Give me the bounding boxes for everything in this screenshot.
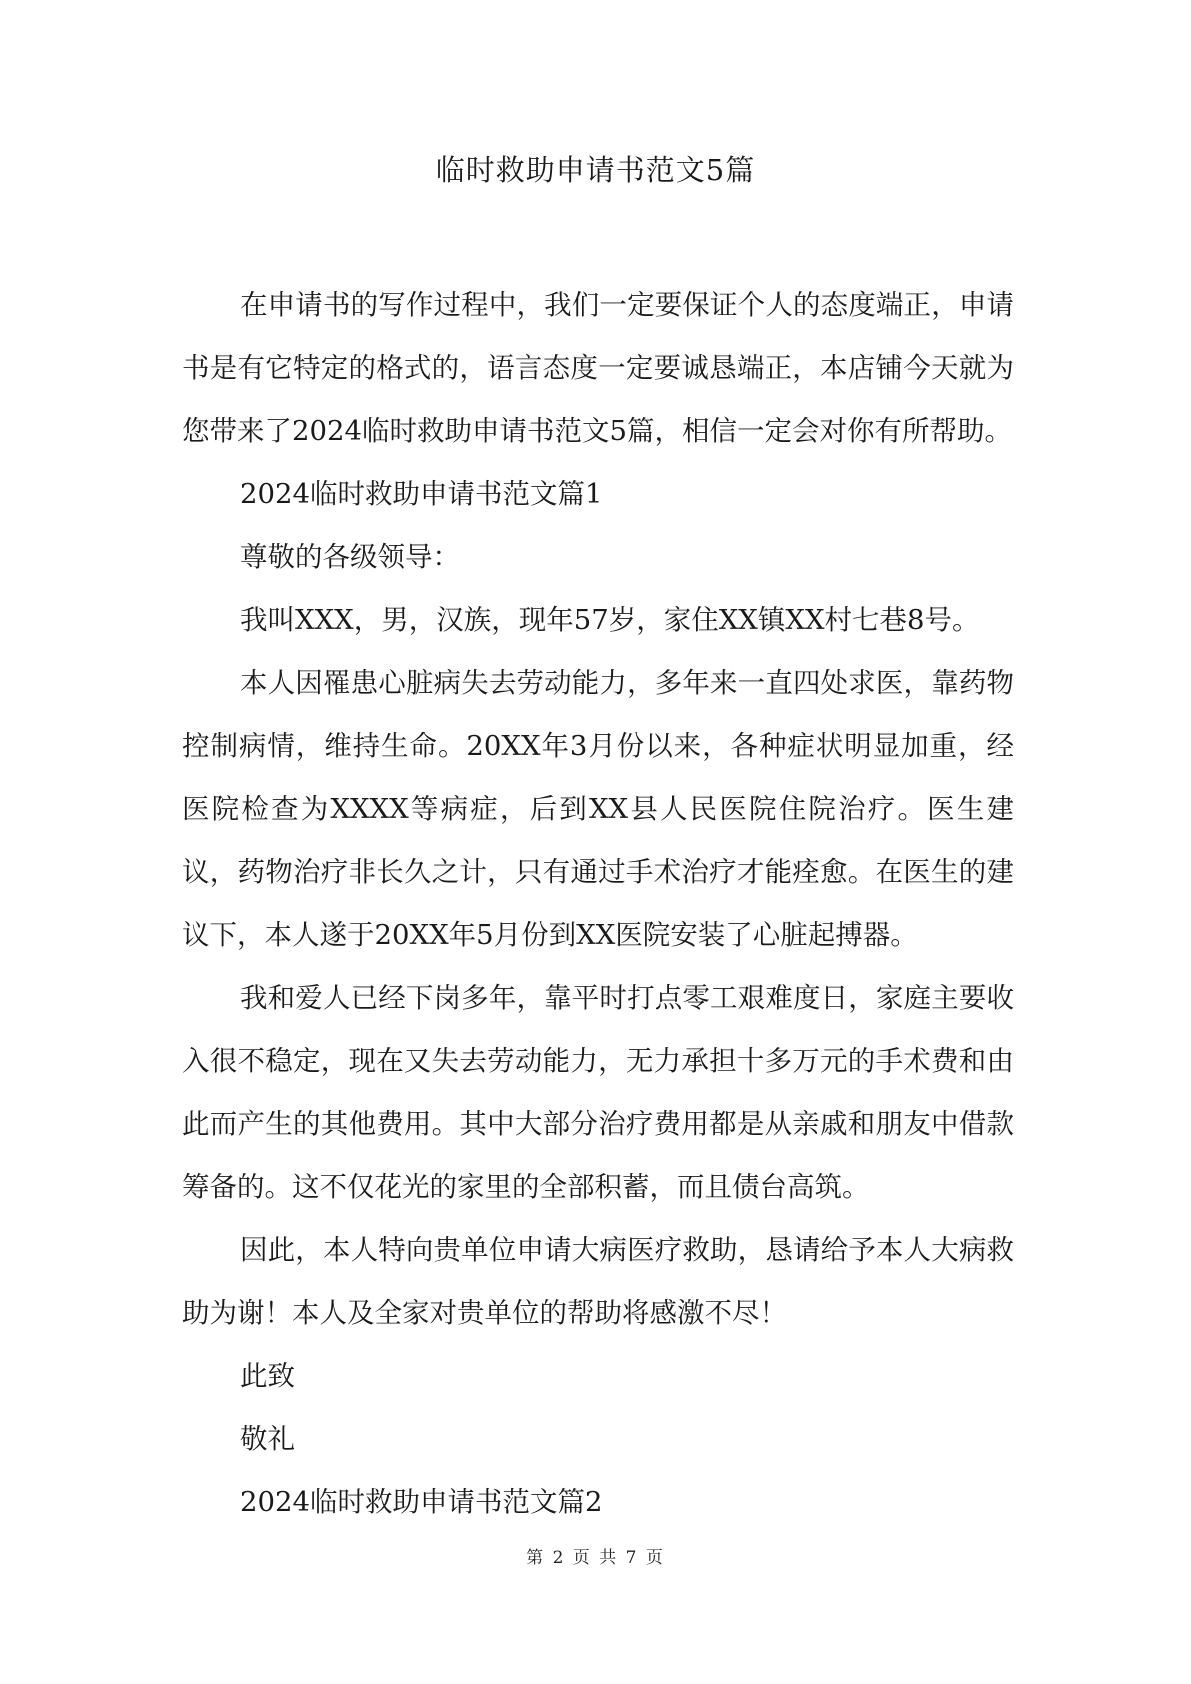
body-paragraph: 我叫XXX，男，汉族，现年57岁，家住XX镇XX村七巷8号。 [240,604,980,636]
document-title: 临时救助申请书范文5篇 [435,153,756,187]
section-heading: 2024临时救助申请书范文篇2 [240,1486,603,1518]
closing-line: 敬礼 [240,1423,295,1455]
section-heading: 2024临时救助申请书范文篇1 [240,478,603,510]
closing-line: 此致 [240,1360,295,1392]
page-footer: 第 2 页 共 7 页 [526,1548,665,1568]
body-paragraph: 本人因罹患心脏病失去劳动能力，多年来一直四处求医，靠药物控制病情，维持生命。20XX年3月份以来，各种症状明显加重，经医院检查为XXXX等病症，后到XX县人民医院住院治疗。医生建议，药物治疗非长久之计，只有通过手术治疗才能痊愈。在医生的建议下，本人遂于20XX年5月份到XX医院安装了心脏起搏器。 [182,667,1014,951]
intro-paragraph: 在申请书的写作过程中，我们一定要保证个人的态度端正，申请书是有它特定的格式的，语言态度一定要诚恳端正，本店铺今天就为您带来了2024临时救助申请书范文5篇，相信一定会对你有所帮助。 [182,289,1014,447]
body-paragraph: 因此，本人特向贵单位申请大病医疗救助，恳请给予本人大病救助为谢！本人及全家对贵单位的帮助将感激不尽！ [182,1234,1014,1329]
salutation: 尊敬的各级领导： [240,541,460,573]
body-paragraph: 我和爱人已经下岗多年，靠平时打点零工艰难度日，家庭主要收入很不稳定，现在又失去劳动能力，无力承担十多万元的手术费和由此而产生的其他费用。其中大部分治疗费用都是从亲戚和朋友中借款筹备的。这不仅花光的家里的全部积蓄，而且债台高筑。 [182,982,1014,1203]
document-body [182,274,1014,1534]
